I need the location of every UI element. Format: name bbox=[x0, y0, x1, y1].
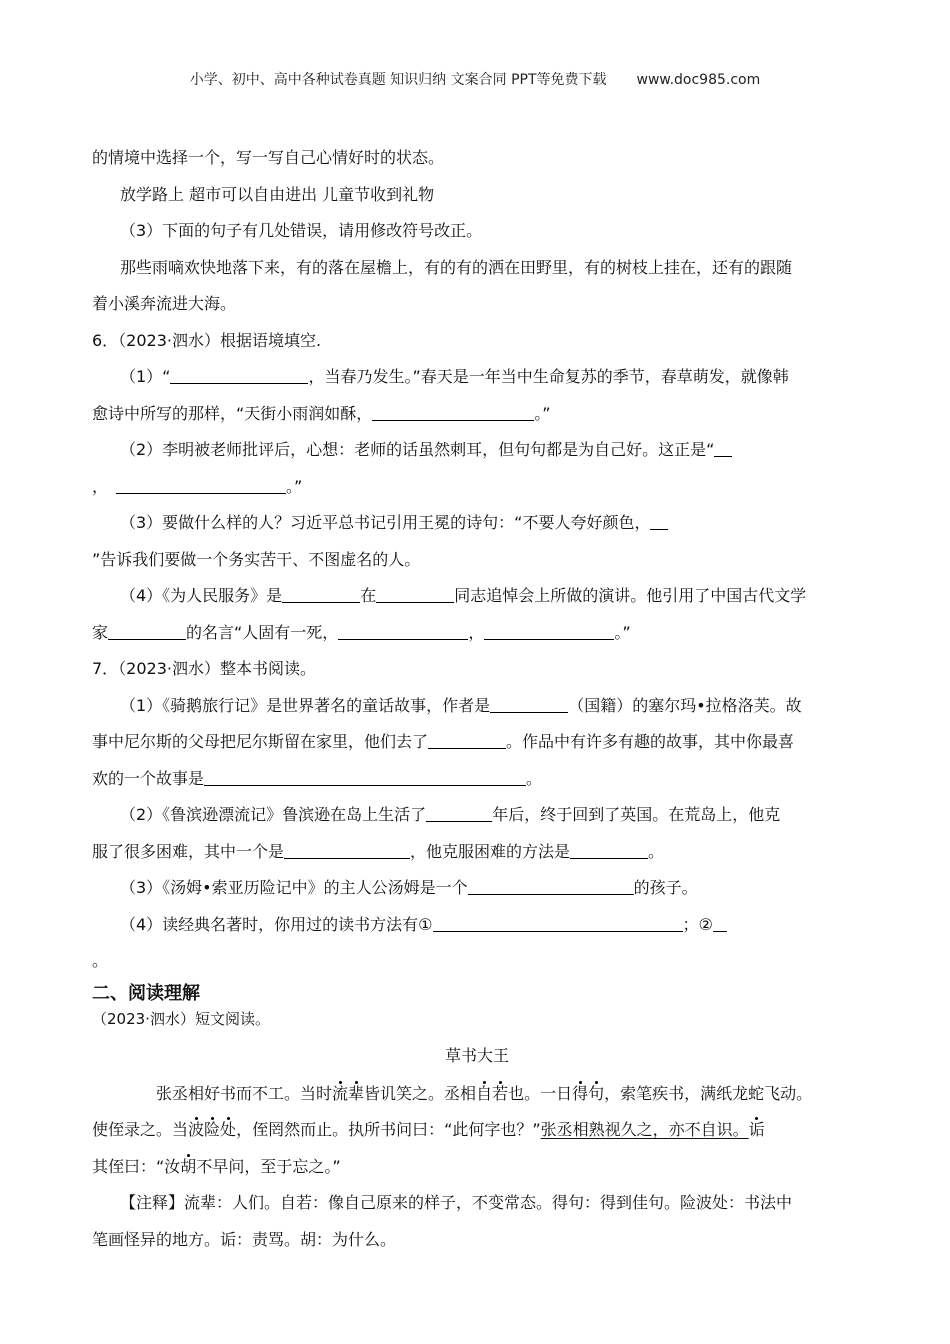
story-line-1 bbox=[92, 1076, 862, 1113]
story-s4: ，索笔疾书，满纸龙蛇飞动。 bbox=[604, 1083, 813, 1103]
dotted-char: 句 bbox=[588, 1083, 605, 1103]
dotted-char: 流 bbox=[332, 1083, 349, 1103]
q6-part-1-line-1 bbox=[92, 359, 862, 396]
story-s5: 使侄录之。当 bbox=[92, 1120, 189, 1139]
intro-sentence-line-1: 那些雨嘀欢快地落下来，有的落在屋檐上，有的有的洒在田野里，有的树枝上挂在，还有的跟随 bbox=[120, 257, 793, 277]
header-site-link[interactable]: www.doc985.com bbox=[636, 72, 761, 88]
q6-p1-text-d: 。” bbox=[534, 403, 551, 423]
q7-p2-text-a: （2）《鲁滨逊漂流记》鲁滨逊在岛上生活了 bbox=[120, 805, 427, 824]
q6-part-2-line-1 bbox=[92, 432, 862, 469]
q6-p4-text-f: ， bbox=[468, 622, 485, 642]
q7-part-2-line-2 bbox=[92, 834, 862, 871]
story-s3: 也。一日 bbox=[508, 1083, 573, 1103]
q6-p2-text-a: （2）李明被老师批评后，心想：老师的话虽然刺耳，但句句都是为自己好。这正是“ bbox=[120, 440, 715, 459]
q6-p4-blank-2[interactable] bbox=[376, 586, 454, 603]
q7-p1-text-d: 。作品中有许多有趣的故事，其中你最喜 bbox=[506, 732, 795, 751]
q7-part-1-line-3 bbox=[92, 761, 862, 798]
story-s2: 皆讥笑之。丞相 bbox=[364, 1083, 477, 1103]
q7-part-4-line-2: 。 bbox=[92, 951, 109, 970]
q6-p4-text-e: 的名言“人固有一死， bbox=[186, 622, 339, 642]
underlined-sentence: 张丞相熟视久之，亦不自识。 bbox=[540, 1120, 749, 1139]
q7-p3-blank[interactable] bbox=[468, 878, 634, 895]
q7-p3-text-b: 的孩子。 bbox=[633, 878, 698, 897]
story-title: 草书大王 bbox=[444, 1045, 509, 1065]
q7-p1-text-b: （国籍）的塞尔玛•拉格洛芙。故 bbox=[568, 695, 802, 715]
q7-part-1-line-1 bbox=[92, 688, 862, 725]
notes-line-1: 【注释】流辈：人们。自若：像自己原来的样子，不变常态。得句：得到佳句。险波处：书法中 bbox=[120, 1193, 793, 1212]
q7-p2-text-b: 年后，终于回到了英国。在荒岛上，他克 bbox=[492, 805, 781, 824]
q7-p4-text-b: ；② bbox=[682, 914, 713, 934]
dotted-char: 自 bbox=[476, 1083, 493, 1103]
q7-p1-blank-1[interactable] bbox=[490, 696, 568, 713]
q7-part-2-line-1 bbox=[92, 797, 862, 834]
q7-part-1-line-2 bbox=[92, 724, 862, 761]
q7-p2-text-d: ，他克服困难的方法是 bbox=[410, 841, 571, 861]
q6-p1-blank-2[interactable] bbox=[372, 404, 534, 421]
dotted-char: 诟 bbox=[748, 1120, 765, 1139]
q6-p1-text-a: （1）“ bbox=[120, 367, 171, 386]
document-body bbox=[92, 140, 862, 1258]
q6-p1-text-c: 愈诗中所写的那样，“天街小雨润如酥， bbox=[92, 403, 373, 423]
q6-heading: 6．（2023·泗水）根据语境填空. bbox=[92, 330, 322, 350]
q6-p3-text-a: （3）要做什么样的人？习近平总书记引用王冕的诗句：“不要人夸好颜色， bbox=[120, 513, 651, 532]
q6-part-4-line-1 bbox=[92, 578, 862, 615]
notes-line-2: 笔画怪异的地方。诟：责骂。胡：为什么。 bbox=[92, 1229, 397, 1249]
story-text bbox=[92, 1076, 862, 1259]
q7-p1-blank-2[interactable] bbox=[428, 732, 506, 749]
q6-p4-text-g: 。” bbox=[614, 622, 631, 642]
q7-heading: 7．（2023·泗水）整本书阅读。 bbox=[92, 659, 316, 678]
header-text: 小学、初中、高中各种试卷真题 知识归纳 文案合同 PPT等免费下载 bbox=[189, 72, 607, 88]
dotted-char: 波 bbox=[188, 1120, 205, 1139]
q6-part-3-line-1 bbox=[92, 505, 862, 542]
section-2-source: （2023·泗水）短文阅读。 bbox=[92, 1009, 270, 1028]
q7-p1-text-e: 欢的一个故事是 bbox=[92, 768, 205, 788]
q7-p3-text-a: （3）《汤姆•索亚历险记中》的主人公汤姆是一个 bbox=[120, 878, 468, 897]
dotted-char: 处 bbox=[220, 1120, 237, 1139]
q6-p4-text-a: （4）《为人民服务》是 bbox=[120, 586, 283, 605]
q6-p4-blank-5[interactable] bbox=[484, 623, 614, 640]
story-s6: ，侄罔然而止。执所书问曰：“此何字也？” bbox=[236, 1120, 541, 1139]
q6-p2-text-b: ， bbox=[92, 476, 109, 496]
q7-p4-blank-1[interactable] bbox=[433, 915, 683, 932]
q6-part-1-line-2 bbox=[92, 396, 862, 433]
q6-p2-text-c: 。” bbox=[286, 476, 303, 496]
q7-p2-blank-3[interactable] bbox=[570, 842, 648, 859]
story-s9: 不早问，至于忘之。” bbox=[196, 1156, 341, 1176]
intro-line-1: 的情境中选择一个，写一写自己心情好时的状态。 bbox=[92, 148, 445, 167]
dotted-char: 辈 bbox=[348, 1083, 365, 1103]
story-line-2 bbox=[92, 1112, 862, 1149]
page-header bbox=[0, 69, 950, 89]
intro-sentence-line-2: 着小溪奔流进大海。 bbox=[92, 294, 237, 313]
q7-p2-text-e: 。 bbox=[648, 841, 665, 861]
q7-p1-text-c: 事中尼尔斯的父母把尼尔斯留在家里，他们去了 bbox=[92, 732, 429, 751]
q7-p1-text-f: 。 bbox=[526, 768, 543, 788]
q7-p2-blank-2[interactable] bbox=[284, 842, 410, 859]
q6-p4-text-c: 同志追悼会上所做的演讲。他引用了中国古代文学 bbox=[454, 586, 807, 605]
q7-p2-text-c: 服了很多困难，其中一个是 bbox=[92, 841, 285, 861]
dotted-char: 险 bbox=[204, 1120, 221, 1139]
story-s1: 张丞相好书而不工。当时 bbox=[156, 1083, 333, 1103]
q7-part-3 bbox=[92, 870, 862, 907]
story-s8: 其侄曰：“汝 bbox=[92, 1156, 181, 1176]
q7-p4-text-a: （4）读经典名著时，你用过的读书方法有① bbox=[120, 914, 433, 934]
q6-p1-blank-1[interactable] bbox=[170, 367, 308, 384]
dotted-char: 得 bbox=[572, 1083, 589, 1103]
q6-p4-blank-3[interactable] bbox=[108, 623, 186, 640]
q6-part-3-line-2: ”告诉我们要做一个务实苦干、不图虚名的人。 bbox=[92, 549, 421, 569]
intro-options: 放学路上 超市可以自由进出 儿童节收到礼物 bbox=[120, 184, 435, 204]
q6-part-2-line-2 bbox=[92, 469, 862, 506]
dotted-char: 若 bbox=[492, 1083, 509, 1103]
q7-p4-blank-2[interactable] bbox=[713, 915, 727, 932]
q7-part-4-line-1 bbox=[92, 907, 862, 944]
q6-p4-text-d: 家 bbox=[92, 622, 109, 642]
q6-p1-text-b: ，当春乃发生。”春天是一年当中生命复苏的季节，春草萌发，就像韩 bbox=[308, 367, 789, 386]
section-2-title: 二、阅读理解 bbox=[92, 982, 200, 1004]
q6-p4-blank-1[interactable] bbox=[282, 586, 360, 603]
q6-p4-blank-4[interactable] bbox=[338, 623, 468, 640]
q6-p4-text-b: 在 bbox=[360, 586, 377, 605]
dotted-char: 胡 bbox=[180, 1156, 197, 1176]
q6-p3-blank[interactable] bbox=[650, 513, 668, 530]
q7-p2-blank-1[interactable] bbox=[426, 805, 492, 822]
story-line-3 bbox=[92, 1149, 862, 1186]
intro-question-3: （3）下面的句子有几处错误，请用修改符号改正。 bbox=[120, 221, 483, 240]
q6-p2-blank-1[interactable] bbox=[714, 440, 732, 457]
q6-p2-blank-2[interactable] bbox=[116, 477, 286, 494]
q6-part-4-line-2 bbox=[92, 615, 862, 652]
q7-p1-blank-3[interactable] bbox=[204, 769, 526, 786]
q7-p1-text-a: （1）《骑鹅旅行记》是世界著名的童话故事，作者是 bbox=[120, 695, 491, 715]
